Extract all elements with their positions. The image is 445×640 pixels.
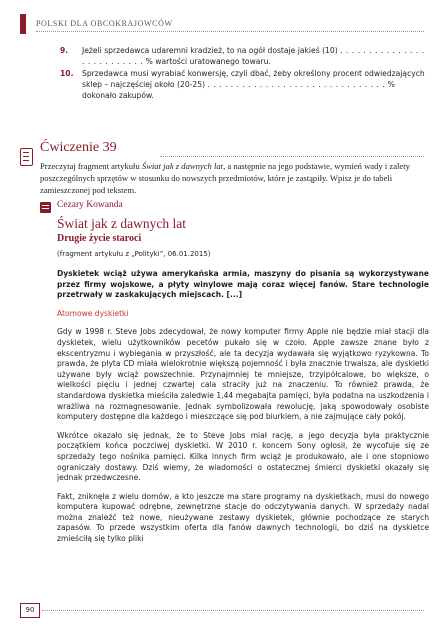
running-head: POLSKI DLA OBCOKRAJOWCÓW [36,19,173,28]
instruction-text: Przeczytaj fragment artykułu [40,161,142,171]
article-source: (fragment artykułu z „Polityki”, 06.01.2015) [57,250,211,258]
list-item [60,45,425,68]
exercise-instruction [40,161,425,196]
section-heading: Atomowe dyskietki [57,308,129,318]
instruction-text: , a następnie na jego podstawie, wymień wady i zalety poszczególnych sprzętów w stosunku do nowszych przedmiotów, które je zastąpiły. Wpisz je do tabeli zamieszczonej pod tekstem. [40,161,410,195]
checklist-icon [20,148,33,166]
article-paragraph: Wkrótce okazało się jednak, że to Steve Jobs miał rację, a jego decyzja była praktycznie początkiem końca poczciwej dyskietki. W 2010 r. koncern Sony ogłosił, że wycofuje się ze sprzedaży tego nośnika pamięci. Kilka innych firm wciąż je produkowało, ale i one stopniowo ograniczały dostawy. Dziś wiemy, że wiadomości o ostatecznej śmierci dyskietki okazały się jednak przedwczesne. [57,430,429,483]
header-accent-bar [20,14,26,34]
article-title: Świat jak z dawnych lat [57,216,186,231]
article-paragraph: Gdy w 1998 r. Steve Jobs zdecydował, że nowy komputer firmy Apple nie będzie miał stacji dla dyskietek, wielu użytkowników pecetów pukało się w czoło. Apple zawsze znane było z ekscentryzmu i wybiegania w przyszłość, ale ta decyzja wydawała się wyjątkowo ryzykowna. To prawda, że płyta CD miała wielokrotnie większą pojemność i była znacznie trwalsza, ale dyskietki używane były wciąż powszechnie. Przynajmniej te mniejsze, trzyipółcalowe, bo większe, o wielkości pięciu i jednej czwartej cala straciły już na znaczeniu. To również prawda, że standardowa dyskietka mieściła zaledwie 1,44 megabajta pamięci, była podatna na uszkodzenia i wrażliwa na rozmagnesowanie. Jednak symbolizowała rewolucję, jaką spowodowały osobiste komputery dostępne dla każdego i mieszczące się pod biurkiem, a nie zajmujące cały pokój. [57,327,429,422]
article-lead: Dyskietek wciąż używa amerykańska armia, maszyny do pisania są wykorzystywane przez firmy wojskowe, a płyty winylowe mają coraz więcej fanów. Stare technologie przetrwały w zaskakujących miejscach. [...] [57,269,429,300]
item-text: Sprzedawca musi wyrabiać konwersję, czyli dbać, żeby określony procent odwiedzających sklep – najczęściej około (20-25) [82,68,425,89]
title-divider [160,156,424,157]
page-number: 90 [20,603,40,618]
list-item [60,68,425,102]
footer-divider [42,610,424,611]
exercise-title: Ćwiczenie 39 [40,140,117,155]
blank-line[interactable]: . . . . . . . . . . . . . . . . . . . . . . . . . . . . . . . [207,79,386,89]
item-number: 9. [60,46,69,55]
article-body [57,269,429,553]
item-text: Jeżeli sprzedawca udaremni kradzież, to na ogół dostaje jakieś (10) [82,46,338,55]
instruction-article-title: Świat jak z dawnych lat [141,161,224,171]
item-number: 10. [60,68,74,78]
article-icon [40,202,51,213]
article-paragraph: Fakt, zniknęła z wielu domów, a kto jeszcze ma stare programy na dyskietkach, musi do nowego komputera kupować odrębne, zewnętrzne stacje do odczytywania danych. W sprzedaży nadal można znaleźć też nowe, nieużywane zestawy dyskietek, głównie pochodzące ze starych zapasów. To przede wszystkim oferta dla fanów dawnych technologii, bo dziś na dyskietce zmieściłą się tylko pliki [57,491,429,544]
item-tail: % dokonało zakupów. [82,79,395,101]
header-divider [36,31,424,32]
article-subtitle: Drugie życie staroci [57,233,142,244]
exercise-list [60,45,425,101]
blank-line[interactable]: . . . . . . . . . . . . . . . . . . . . . . . . . . [82,46,425,67]
article-author: Cezary Kowanda [57,200,123,210]
item-tail: % wartości uratowanego towaru. [145,57,271,67]
